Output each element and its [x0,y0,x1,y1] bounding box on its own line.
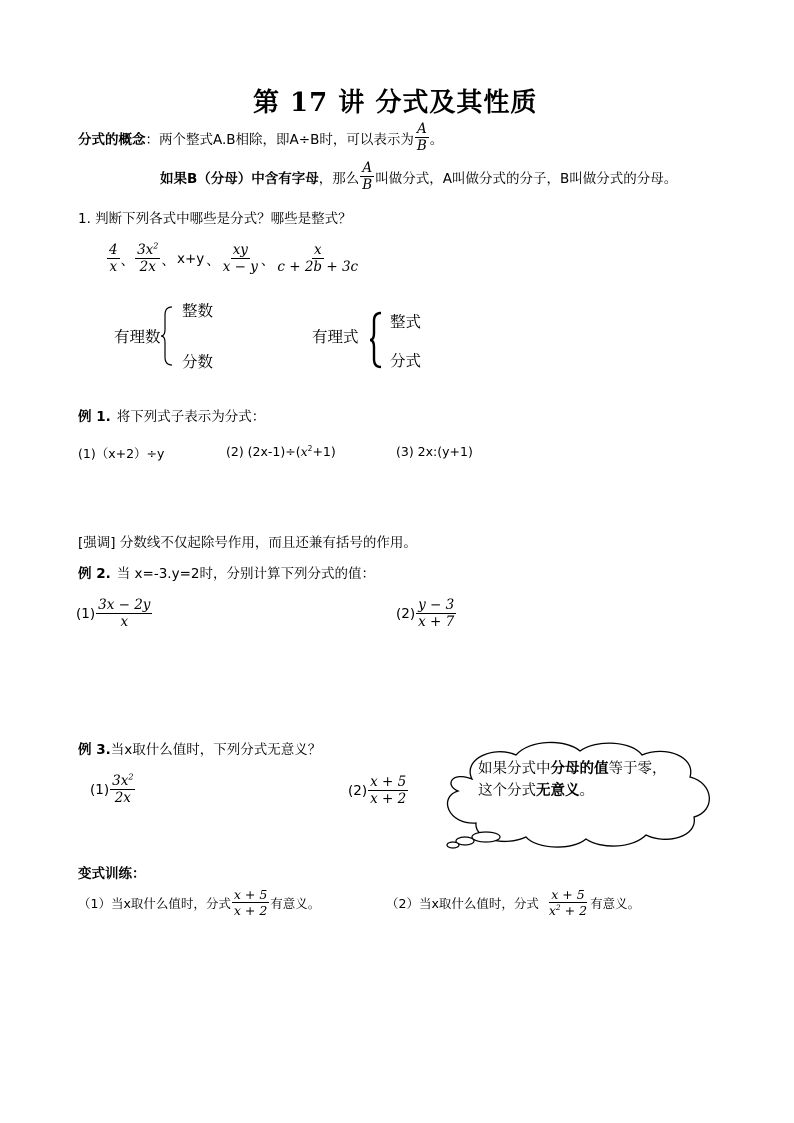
separator: 、 [206,252,220,269]
example-3-text: 当x取什么值时，下列分式无意义？ [110,742,322,758]
example-2-text: 当 x=-3.y=2时，分别计算下列分式的值： [116,566,375,582]
rational-expr-top: 整式 [390,313,422,331]
definition-fraction [360,161,374,192]
expr-3x2-over-2x: $\frac{3x^2}{2x}$ [137,240,159,276]
drill-fraction-1: $\frac{x + 5}{x + 2}$ [233,887,268,919]
example-1-part-2: (2) $(2x-1)\div(x^2+1)$ [226,443,336,459]
example-3-fraction-2: $\frac{x + 5}{x + 2}$ [370,774,407,808]
example-3-part-1: (1) $\frac{3x^2}{2x}$ [90,771,134,807]
page-title: 第 17 讲 分式及其性质 [253,88,538,118]
drill-question-2: （2）当x取什么值时，分式 $\frac{x + 5}{x^2 + 2}$ 有意义。 [386,887,641,919]
example-3-part-2: (2) $\frac{x + 5}{x + 2}$ [348,774,407,808]
example-3-label: 例 3. [78,742,111,758]
concept-colon: ： [145,131,159,148]
example-3 [78,738,321,758]
expr-x-plus-y: x+y [176,250,205,267]
example-2-label: 例 2. [78,566,111,582]
separator: 、 [161,252,175,269]
concept-end: 。 [429,131,444,148]
q1-expressions [106,240,361,276]
rational-bottom: 分数 [182,353,214,371]
drill-label: 变式训练 [78,866,132,882]
example-2-part-2: (2) $\frac{y - 3}{x + 7}$ [396,597,455,631]
definition-line [160,161,677,192]
concept-text: 两个整式A.B相除，即A÷B时，可以表示为 [159,131,414,148]
thought-cloud-text: 如果分式中分母的值等于零，这个分式无意义。 [478,761,667,799]
rational-expr-bottom: 分式 [390,352,422,370]
concept-label: 分式的概念 [78,131,146,148]
example-2-fraction-2: $\frac{y - 3}{x + 7}$ [418,597,455,631]
brace-icon [368,311,384,369]
example-1-part-1: (1)（x+2）÷y [78,446,165,461]
emphasis-note: [强调] 分数线不仅起除号作用，而且还兼有括号的作用。 [78,535,417,551]
definition-frac-num: A [362,160,373,176]
example-1-text: 将下列式子表示为分式： [116,409,266,425]
rational-expr-label: 有理式 [312,328,359,346]
example-1 [78,405,265,425]
definition-mid: ，那么 [318,170,360,187]
concept-frac-den: B [416,138,427,155]
separator: 、 [260,252,275,269]
example-3-fraction-1: $\frac{3x^2}{2x}$ [112,771,134,807]
definition-frac-den: B [362,177,373,194]
definition-post: 叫做分式，A叫做分式的分子，B叫做分式的分母。 [375,170,678,187]
example-2 [78,562,375,582]
drill-heading: 变式训练 ： [78,862,146,882]
question-1: 1. 判断下列各式中哪些是分式？哪些是整式？ [78,211,352,227]
expr-xy-over-x-minus-y: $\frac{xy}{x - y}$ [222,242,258,276]
example-1-label: 例 1. [78,409,111,425]
drill-question-1: （1）当x取什么值时，分式 $\frac{x + 5}{x + 2}$ 有意义。 [78,887,321,919]
brace-icon [160,305,176,367]
drill-fraction-2: $\frac{x + 5}{x^2 + 2}$ [548,887,588,919]
example-2-fraction-1: $\frac{3x - 2y}{x}$ [98,597,151,631]
concept-line [78,122,443,153]
concept-fraction [415,122,429,153]
expr-x-over-sum: $\frac{x}{c + 2b + 3c}$ [277,242,359,276]
rational-label: 有理数 [114,328,161,346]
example-1-part-3: (3) 2x:(y+1) [396,444,473,459]
expr-4-over-x: $\frac{4}{x}$ [109,242,118,276]
definition-pre: 如果B（分母）中含有字母 [160,170,319,187]
example-2-part-1: (1) $\frac{3x - 2y}{x}$ [76,597,151,631]
concept-frac-num: A [416,121,427,137]
rational-top: 整数 [182,302,214,320]
separator: 、 [120,252,135,269]
